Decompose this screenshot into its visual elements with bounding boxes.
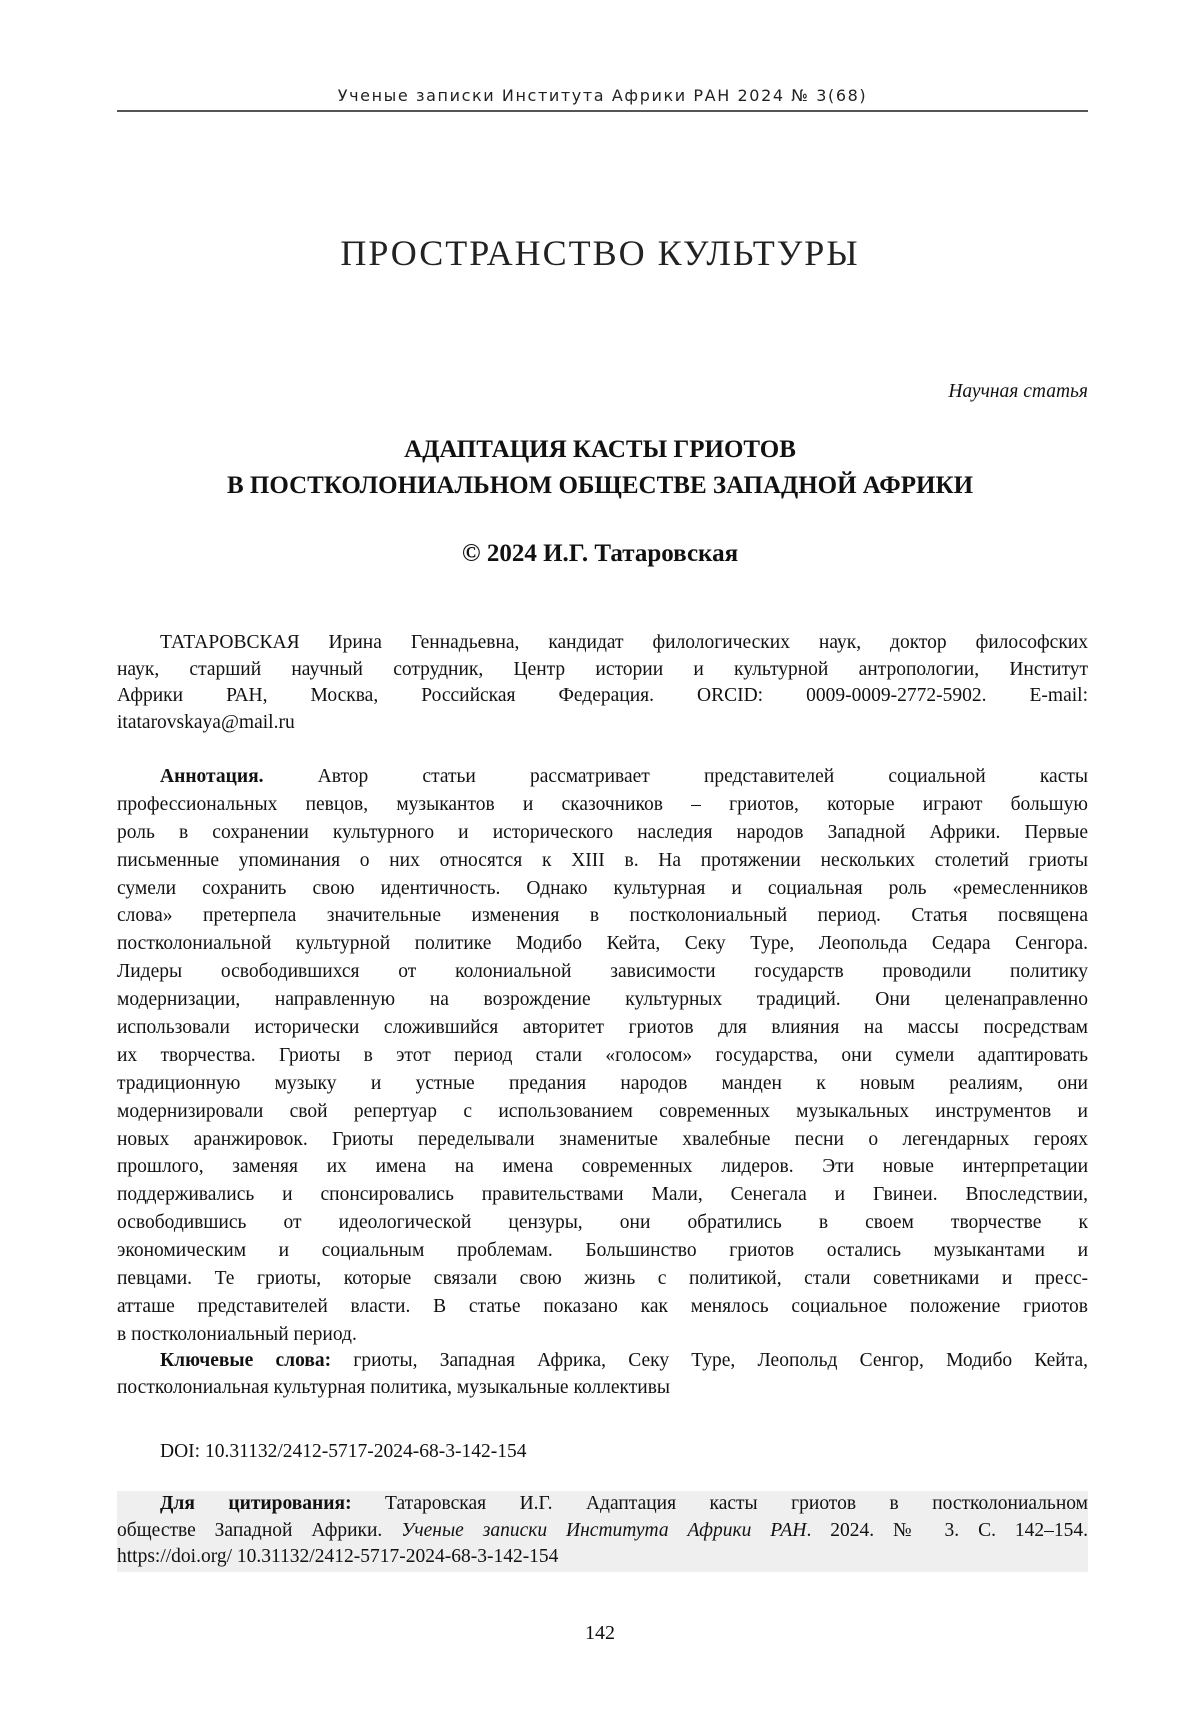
text-line xyxy=(117,1348,1088,1375)
text-span: Автор статьи рассматривает представителей социальной касты xyxy=(264,766,1088,787)
text-span: . 2024. № 3. С. 142–154. xyxy=(806,1520,1088,1541)
text-line: модернизировали свой репертуар с использованием современных музыкальных инструментов и xyxy=(117,1098,1088,1126)
keywords xyxy=(117,1348,1088,1401)
doi xyxy=(117,1439,1088,1466)
header-rule xyxy=(117,110,1088,112)
running-header: Ученые записки Института Африки РАН 2024 № 3(68) xyxy=(117,86,1088,105)
text-line xyxy=(117,1518,1088,1545)
text-line: их творчества. Гриоты в этот период стали «голосом» государства, они сумели адаптировать xyxy=(117,1042,1088,1070)
citation-box xyxy=(117,1491,1088,1572)
article-title xyxy=(0,432,1200,504)
text-line: профессиональных певцов, музыкантов и сказочников – гриотов, которые играют большую xyxy=(117,791,1088,819)
text-line: традиционную музыку и устные предания народов манден к новым реалиям, они xyxy=(117,1070,1088,1098)
text-span: обществе Западной Африки. xyxy=(117,1520,401,1541)
keywords-label: Ключевые слова: xyxy=(160,1350,331,1371)
author-info xyxy=(117,630,1088,737)
text-line: использовали исторически сложившийся авторитет гриотов для влияния на массы посредствам xyxy=(117,1014,1088,1042)
text-line: ТАТАРОВСКАЯ Ирина Геннадьевна, кандидат филологических наук, доктор философских xyxy=(117,630,1088,657)
text-line: певцами. Те гриоты, которые связали свою жизнь с политикой, стали советниками и пресс- xyxy=(117,1265,1088,1293)
author-line: © 2024 И.Г. Татаровская xyxy=(0,540,1200,568)
text-line: сумели сохранить свою идентичность. Однако культурная и социальная роль «ремесленников xyxy=(117,875,1088,903)
text-line: Африки РАН, Москва, Российская Федерация. ORCID: 0009-0009-2772-5902. E-mail: xyxy=(117,683,1088,710)
title-line: В ПОСТКОЛОНИАЛЬНОМ ОБЩЕСТВЕ ЗАПАДНОЙ АФРИКИ xyxy=(0,468,1200,504)
text-line: постколониальной культурной политике Модибо Кейта, Секу Туре, Леопольда Седара Сенгора. xyxy=(117,930,1088,958)
doi-text: DOI: 10.31132/2412-5717-2024-68-3-142-154 xyxy=(117,1439,1088,1466)
text-span: гриоты, Западная Африка, Секу Туре, Леопольд Сенгор, Модибо Кейта, xyxy=(331,1350,1088,1371)
citation-label: Для цитирования: xyxy=(160,1493,352,1514)
journal-name: Ученые записки Института Африки РАН xyxy=(401,1520,806,1541)
text-line: наук, старший научный сотрудник, Центр истории и культурной антропологии, Институт xyxy=(117,657,1088,684)
text-span: Татаровская И.Г. Адаптация касты гриотов в постколониальном xyxy=(352,1493,1088,1514)
text-line: модернизации, направленную на возрождение культурных традиций. Они целенаправленно xyxy=(117,986,1088,1014)
section-title: ПРОСТРАНСТВО КУЛЬТУРЫ xyxy=(0,232,1200,274)
article-type: Научная статья xyxy=(948,381,1088,403)
text-line: в постколониальный период. xyxy=(117,1321,1088,1349)
text-line: освободившись от идеологической цензуры, они обратились в своем творчестве к xyxy=(117,1209,1088,1237)
email-link[interactable]: itatarovskaya@mail.ru xyxy=(117,710,1088,737)
text-line: атташе представителей власти. В статье показано как менялось социальное положение гриотов xyxy=(117,1293,1088,1321)
annotation-label: Аннотация. xyxy=(160,766,264,787)
text-line: слова» претерпела значительные изменения в постколониальный период. Статья посвящена xyxy=(117,902,1088,930)
text-line: Лидеры освободившихся от колониальной зависимости государств проводили политику xyxy=(117,958,1088,986)
text-line xyxy=(117,763,1088,791)
title-line: АДАПТАЦИЯ КАСТЫ ГРИОТОВ xyxy=(0,432,1200,468)
text-line: прошлого, заменяя их имена на имена современных лидеров. Эти новые интерпретации xyxy=(117,1153,1088,1181)
annotation xyxy=(117,763,1088,1349)
text-line: роль в сохранении культурного и исторического наследия народов Западной Африки. Первые xyxy=(117,819,1088,847)
text-line: постколониальная культурная политика, музыкальные коллективы xyxy=(117,1375,1088,1402)
page-number: 142 xyxy=(0,1622,1200,1645)
text-line: новых аранжировок. Гриоты переделывали знаменитые хвалебные песни о легендарных героях xyxy=(117,1126,1088,1154)
text-line: письменные упоминания о них относятся к XIII в. На протяжении нескольких столетий гриоты xyxy=(117,847,1088,875)
text-line xyxy=(117,1491,1088,1518)
doi-link[interactable]: https://doi.org/ 10.31132/2412-5717-2024-68-3-142-154 xyxy=(117,1544,1088,1571)
text-line: экономическим и социальным проблемам. Большинство гриотов остались музыкантами и xyxy=(117,1237,1088,1265)
text-line: поддерживались и спонсировались правительствами Мали, Сенегала и Гвинеи. Впоследствии, xyxy=(117,1181,1088,1209)
